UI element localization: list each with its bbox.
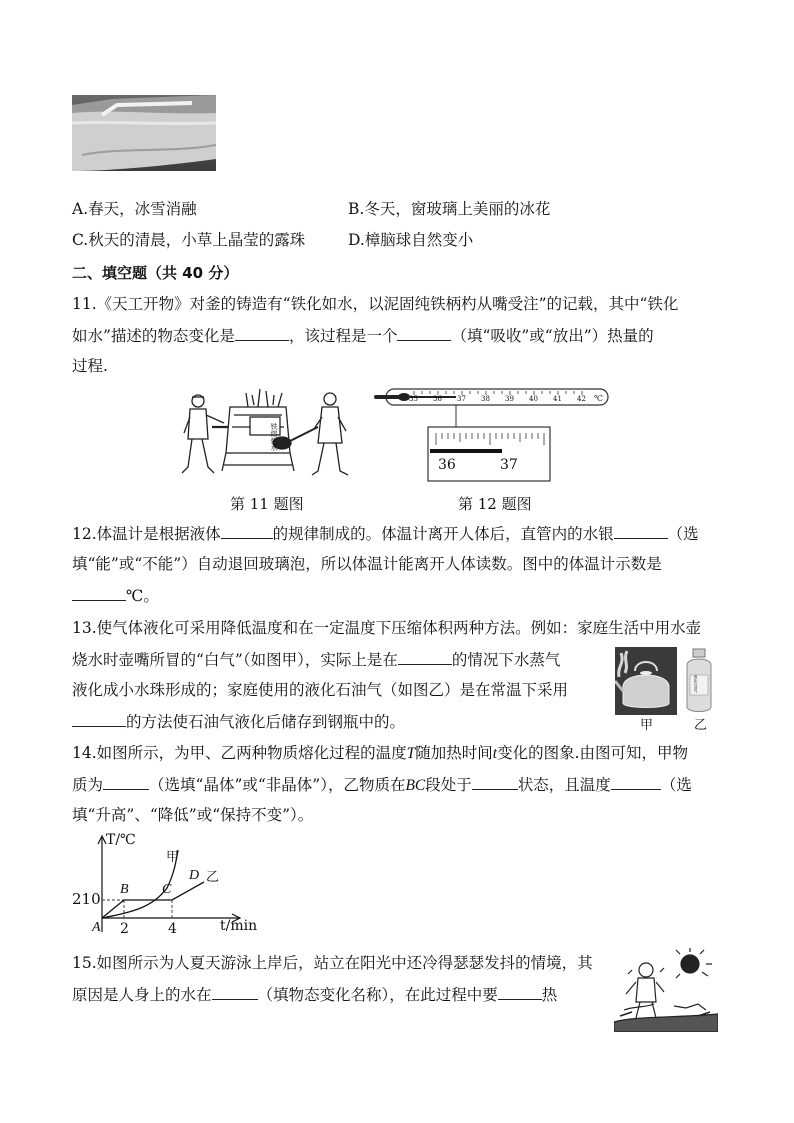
q13-text-c: 的方法使石油气液化后储存到钢瓶中的。	[126, 713, 406, 731]
kettle-photo	[615, 647, 677, 715]
q15-blank-2[interactable]	[498, 984, 542, 1000]
melting-chart	[72, 832, 272, 940]
q13-line4	[72, 711, 405, 732]
q11-figure	[178, 387, 358, 483]
x-tick-4: 4	[168, 921, 177, 937]
q11-text-c: （填“吸收”或“放出”）热量的	[451, 327, 654, 345]
q14-text-a: 14.如图所示，为甲、乙两种物质熔化过程的温度	[72, 744, 407, 762]
zoom-label-36: 36	[438, 457, 456, 473]
scale-label-41: 41	[553, 395, 562, 403]
q13-line1: 13.使气体液化可采用降低温度和在一定温度下压缩体积两种方法。例如：家庭生活中用水壶	[72, 619, 702, 637]
q11-line2	[72, 325, 654, 346]
q14-text-c: 变化的图象.由图可知，甲物	[497, 744, 689, 762]
legend-yi: 乙	[206, 870, 220, 885]
furnace-label: 铁熔炉水	[270, 423, 278, 451]
tank-label: 液化石油气	[694, 675, 698, 693]
q12-blank-2[interactable]	[614, 523, 668, 539]
q14-var-T: T	[406, 745, 416, 762]
scale-label-37: 37	[457, 395, 466, 403]
q13-text-b: 的情况下水蒸气	[451, 651, 561, 669]
swimmer-figure	[614, 948, 718, 1032]
scale-label-36: 36	[433, 395, 442, 403]
q14-text-b: 随加热时间	[415, 744, 493, 762]
gas-tank-photo	[681, 647, 717, 715]
option-a: A.春天，冰雪消融	[72, 200, 197, 218]
q14-var-BC: BC	[405, 777, 426, 794]
x-tick-2: 2	[120, 921, 129, 937]
q11-blank-1[interactable]	[235, 325, 289, 341]
q12-line1	[72, 523, 699, 544]
q15-text-c: 热	[541, 986, 558, 1004]
q11-line3: 过程.	[72, 357, 108, 375]
q12-blank-1[interactable]	[221, 523, 273, 539]
q13-blank-2[interactable]	[72, 711, 126, 727]
q14-line3: 填“升高”、“降低”或“保持不变”）。	[72, 806, 314, 824]
scale-label-40: 40	[529, 395, 538, 403]
q12-figure	[374, 387, 614, 483]
option-c: C.秋天的清晨，小草上晶莹的露珠	[72, 231, 306, 249]
x-axis-label: t/min	[220, 918, 258, 934]
q14-text-f: 段处于	[425, 776, 472, 794]
q13-line3: 液化成小水珠形成的；家庭使用的液化石油气（如图乙）是在常温下采用	[72, 681, 569, 699]
q14-line1	[72, 743, 688, 764]
q14-blank-1[interactable]	[103, 774, 149, 790]
q12-text-a: 12.体温计是根据液体	[72, 525, 221, 543]
q15-text-b: （填物态变化名称），在此过程中要	[257, 986, 498, 1004]
swimmer-illustration	[614, 948, 718, 1032]
q13-blank-1[interactable]	[398, 649, 452, 665]
legend-jia: 甲	[166, 850, 180, 865]
y-tick-210: 210	[72, 890, 101, 908]
q14-var-t: t	[492, 745, 498, 762]
q12-text-b: 的规律制成的。体温计离开人体后，直管内的水银	[272, 525, 614, 543]
q12-line3	[72, 585, 159, 606]
label-jia: 甲	[640, 718, 654, 733]
q11-line1: 11.《天工开物》对釜的铸造有“铁化如水，以泥固纯铁柄杓从嘴受注”的记载，其中“铁化	[72, 295, 679, 313]
point-label-a: A	[92, 920, 101, 935]
q12-line2: 填“能”或“不能”）自动退回玻璃泡，所以体温计能离开人体读数。图中的体温计示数是	[72, 555, 662, 573]
fig11-caption: 第 11 题图	[230, 495, 304, 513]
kettle-drawing	[615, 647, 677, 715]
q12-text-d: ℃。	[126, 587, 159, 605]
option-d: D.樟脑球自然变小	[348, 231, 474, 249]
zoom-label-37: 37	[500, 457, 518, 473]
q11-text-a: 如水”描述的物态变化是	[72, 327, 235, 345]
q11-text-b: ，该过程是一个	[288, 327, 398, 345]
q14-text-e: （选填“晶体”或“非晶体”），乙物质在	[149, 776, 406, 794]
q14-blank-2[interactable]	[472, 774, 518, 790]
q14-blank-3[interactable]	[611, 774, 661, 790]
sun-icon	[681, 955, 699, 973]
q15-line2	[72, 984, 557, 1005]
snow-photo	[72, 95, 216, 171]
point-label-c: C	[162, 882, 172, 897]
q15-text-a: 原因是人身上的水在	[72, 986, 212, 1004]
q14-text-h: （选	[660, 776, 692, 794]
q13-line2	[72, 649, 560, 670]
scale-label-35: 35	[409, 395, 418, 403]
q12-blank-3[interactable]	[72, 585, 126, 601]
q12-text-c: （选	[667, 525, 699, 543]
fig12-caption: 第 12 题图	[458, 495, 532, 513]
label-yi: 乙	[694, 718, 708, 733]
point-label-d: D	[189, 868, 200, 883]
q14-text-g: 状态，且温度	[517, 776, 611, 794]
option-b: B.冬天，窗玻璃上美丽的冰花	[348, 200, 551, 218]
q13-text-a: 烧水时壶嘴所冒的“白气”（如图甲），实际上是在	[72, 651, 398, 669]
scale-label-42: 42	[577, 395, 586, 403]
q11-blank-2[interactable]	[397, 325, 451, 341]
scale-unit: ℃	[594, 394, 603, 403]
q14-line2	[72, 774, 692, 796]
point-label-b: B	[120, 882, 129, 897]
y-axis-label: T/℃	[106, 832, 136, 848]
section-heading: 二、填空题（共 40 分）	[72, 264, 239, 282]
scale-label-39: 39	[505, 395, 514, 403]
q15-blank-1[interactable]	[212, 984, 258, 1000]
q15-line1: 15.如图所示为人夏天游泳上岸后，站立在阳光中还冷得瑟瑟发抖的情境，其	[72, 954, 593, 972]
q14-text-d: 质为	[72, 776, 104, 794]
snow-photo-drawing	[72, 95, 216, 171]
gas-tank-drawing	[681, 647, 717, 715]
scale-label-38: 38	[481, 395, 490, 403]
